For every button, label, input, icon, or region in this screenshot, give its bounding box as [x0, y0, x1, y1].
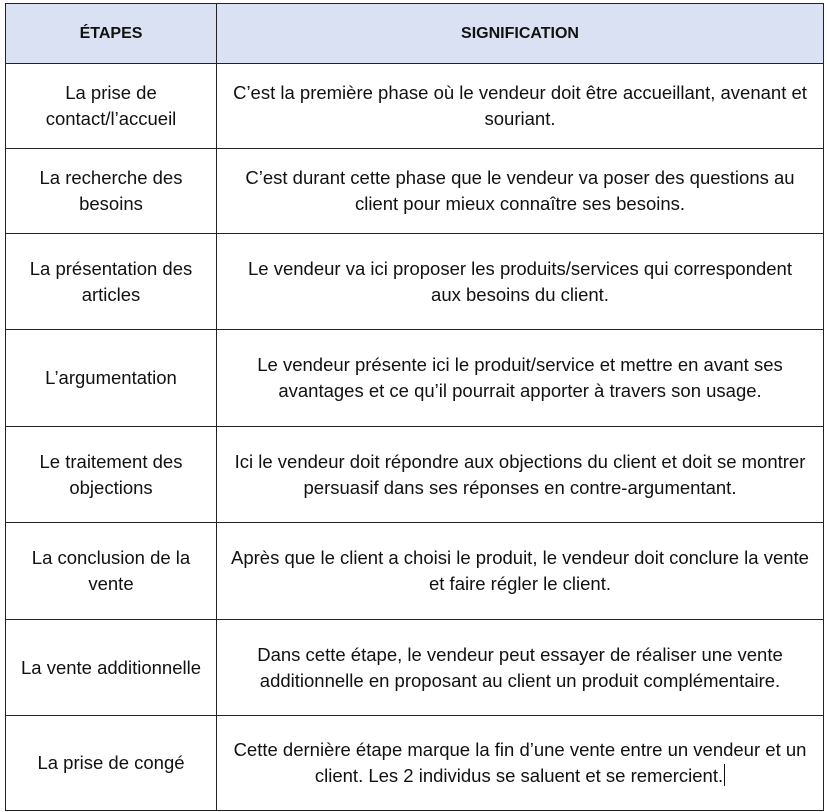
meaning-cell: Après que le client a choisi le produit, le vendeur doit conclure la vente et faire régler le client.: [217, 523, 824, 620]
table-row: [6, 716, 824, 811]
meaning-text: Cette dernière étape marque la fin d’une vente entre un vendeur et un client. Les 2 individus se saluent et se remercient.: [233, 739, 807, 786]
table-row: [6, 620, 824, 716]
step-cell: La conclusion de la vente: [6, 523, 217, 620]
table-row: [6, 64, 824, 149]
step-cell: La prise de congé: [6, 716, 217, 811]
meaning-cell: Dans cette étape, le vendeur peut essayer de réaliser une vente additionnelle en proposant au client un produit complémentaire.: [217, 620, 824, 716]
step-cell: Le traitement des objections: [6, 427, 217, 523]
meaning-cell: Ici le vendeur doit répondre aux objections du client et doit se montrer persuasif dans ses réponses en contre-argumentant.: [217, 427, 824, 523]
header-steps: ÉTAPES: [6, 4, 217, 64]
table-header-row: [6, 4, 824, 64]
sales-steps-table: [5, 3, 824, 811]
step-cell: L’argumentation: [6, 330, 217, 427]
text-cursor: [724, 764, 725, 786]
header-meaning: SIGNIFICATION: [217, 4, 824, 64]
meaning-cell: C’est la première phase où le vendeur doit être accueillant, avenant et souriant.: [217, 64, 824, 149]
meaning-cell: Le vendeur va ici proposer les produits/services qui correspondent aux besoins du client.: [217, 234, 824, 330]
meaning-cell[interactable]: [217, 716, 824, 811]
step-cell: La prise de contact/l’accueil: [6, 64, 217, 149]
table-row: [6, 523, 824, 620]
table-row: [6, 234, 824, 330]
table-row: [6, 427, 824, 523]
table-row: [6, 330, 824, 427]
step-cell: La recherche des besoins: [6, 149, 217, 234]
step-cell: La présentation des articles: [6, 234, 217, 330]
meaning-cell: C’est durant cette phase que le vendeur va poser des questions au client pour mieux connaître ses besoins.: [217, 149, 824, 234]
table-row: [6, 149, 824, 234]
meaning-cell: Le vendeur présente ici le produit/service et mettre en avant ses avantages et ce qu’il pourrait apporter à travers son usage.: [217, 330, 824, 427]
step-cell: La vente additionnelle: [6, 620, 217, 716]
